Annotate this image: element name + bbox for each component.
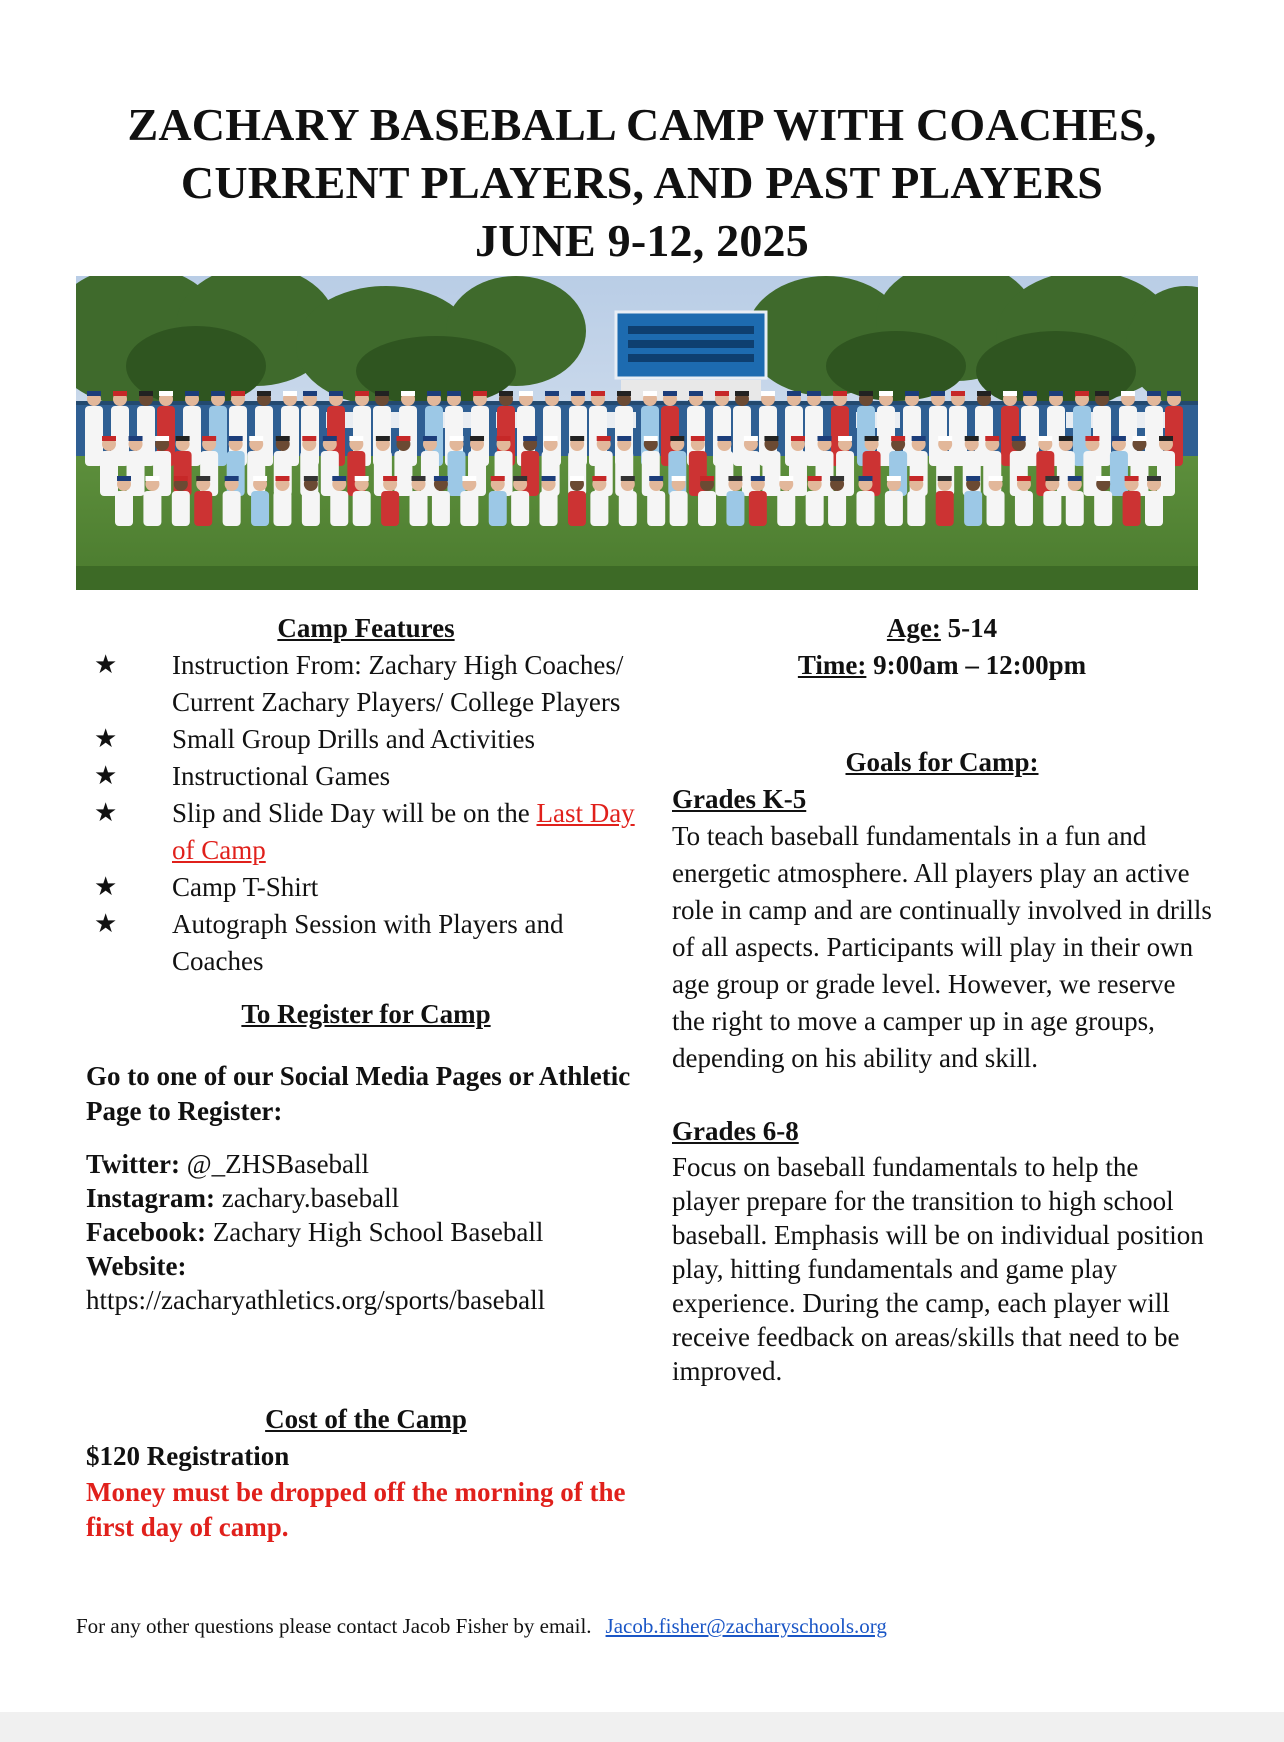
time-value: 9:00am – 12:00pm — [866, 650, 1087, 680]
grades-k5-text: To teach baseball fundamentals in a fun and energetic atmosphere. All players play an active role in camp and are continually involved in drills of all aspects. Participants will play in their own age group or grade level. However, we reserve the right to move a camper up in age groups, depending on his ability and skill. — [672, 821, 1212, 1073]
website-label: Website: — [86, 1251, 187, 1281]
feature-text-main: Slip and Slide Day will be on the — [172, 798, 537, 828]
camper-shirt — [670, 491, 688, 526]
camper-cap — [423, 436, 437, 441]
camper-cap — [649, 476, 663, 481]
camper-cap — [349, 436, 363, 441]
camper-cap — [779, 476, 793, 481]
camper-cap — [302, 436, 316, 441]
camper-shirt — [460, 491, 478, 526]
camper-cap — [621, 476, 635, 481]
instagram-row — [86, 1181, 646, 1215]
camper-shirt — [302, 491, 320, 526]
star-bullet-icon: ★ — [94, 798, 118, 828]
camper-cap — [155, 436, 169, 441]
camp-group-photo — [76, 276, 1198, 590]
contact-email-link[interactable]: Jacob.fisher@zacharyschools.org — [605, 1614, 887, 1638]
camper-cap — [283, 391, 297, 396]
camper-cap — [859, 391, 873, 396]
social-media-list — [86, 1147, 646, 1317]
cost-note: Money must be dropped off the morning of the first day of camp. — [86, 1477, 626, 1542]
camper-shirt — [143, 491, 161, 526]
age-label: Age: — [886, 613, 941, 643]
camper-cap — [663, 391, 677, 396]
camper-shirt — [789, 451, 807, 496]
camper-shirt — [115, 491, 133, 526]
grades-k5-heading: Grades K-5 — [672, 784, 807, 814]
camper-cap — [202, 436, 216, 441]
camper-cap — [196, 476, 210, 481]
feature-text: Small Group Drills and Activities — [172, 724, 535, 754]
camper-cap — [523, 436, 537, 441]
camper-cap — [303, 391, 317, 396]
camper-cap — [1159, 436, 1173, 441]
camper-cap — [985, 436, 999, 441]
footer-text: For any other questions please contact Jacob Fisher by email. — [76, 1614, 592, 1638]
camper-shirt — [749, 491, 767, 526]
camper-cap — [905, 391, 919, 396]
camper-shirt — [511, 491, 529, 526]
star-bullet-icon: ★ — [94, 650, 118, 680]
twitter-handle: @_ZHSBaseball — [179, 1149, 370, 1179]
camper-cap — [1085, 436, 1099, 441]
camper-shirt — [1043, 491, 1061, 526]
camper-shirt — [698, 491, 716, 526]
camper-shirt — [715, 451, 733, 496]
camper-shirt — [1110, 451, 1128, 496]
feature-item — [86, 906, 646, 980]
camper-cap — [87, 391, 101, 396]
camper-cap — [1068, 476, 1082, 481]
camper-cap — [938, 436, 952, 441]
camper-cap — [1147, 391, 1161, 396]
camper-cap — [931, 391, 945, 396]
feature-item — [86, 721, 646, 758]
camper-cap — [787, 391, 801, 396]
camper-shirt — [273, 491, 291, 526]
camper-cap — [253, 476, 267, 481]
camper-cap — [139, 391, 153, 396]
camper-cap — [376, 436, 390, 441]
grades-6-8-text: Focus on baseball fundamentals to help the player prepare for the transition to high school baseball. Emphasis will be on individual position play, hitting fundamentals and game play experience. During the camp, each player will receive feedback on areas/skills that need to be improved. — [672, 1152, 1204, 1386]
footer-contact — [76, 1614, 887, 1639]
instagram-handle: zachary.baseball — [215, 1183, 400, 1213]
left-column — [86, 610, 646, 1545]
camper-shirt — [1145, 491, 1163, 526]
feature-text: Autograph Session with Players and Coaches — [172, 909, 564, 976]
camper-cap — [1038, 436, 1052, 441]
time-label: Time: — [797, 650, 867, 680]
camper-cap — [1167, 391, 1181, 396]
camper-shirt — [1094, 491, 1112, 526]
camper-cap — [1017, 476, 1031, 481]
camper-cap — [427, 391, 441, 396]
twitter-row — [86, 1147, 646, 1181]
camper-cap — [129, 436, 143, 441]
camper-cap — [1125, 476, 1139, 481]
camper-cap — [117, 476, 131, 481]
camper-cap — [966, 476, 980, 481]
camper-cap — [643, 391, 657, 396]
camper-cap — [617, 436, 631, 441]
camper-cap — [176, 436, 190, 441]
age-line — [672, 610, 1212, 647]
camper-cap — [977, 391, 991, 396]
camper-shirt — [353, 491, 371, 526]
camper-cap — [401, 391, 415, 396]
camper-cap — [791, 436, 805, 441]
camper-cap — [1121, 391, 1135, 396]
camper-shirt — [1015, 491, 1033, 526]
feature-item — [86, 758, 646, 795]
camper-cap — [838, 436, 852, 441]
camper-cap — [513, 476, 527, 481]
camper-cap — [1012, 436, 1026, 441]
camper-cap — [1003, 391, 1017, 396]
camper-cap — [275, 476, 289, 481]
camper-cap — [571, 391, 585, 396]
camper-shirt — [540, 491, 558, 526]
camper-cap — [570, 476, 584, 481]
camper-shirt — [568, 491, 586, 526]
camper-shirt — [194, 491, 212, 526]
camper-cap — [1096, 476, 1110, 481]
goals-heading: Goals for Camp: — [845, 747, 1039, 777]
camper-shirt — [828, 491, 846, 526]
camper-cap — [830, 476, 844, 481]
star-bullet-icon: ★ — [94, 761, 118, 791]
camper-cap — [229, 436, 243, 441]
camper-cap — [909, 476, 923, 481]
camper-cap — [912, 436, 926, 441]
camper-cap — [644, 436, 658, 441]
camper-cap — [1075, 391, 1089, 396]
camper-cap — [951, 391, 965, 396]
camper-cap — [447, 391, 461, 396]
instagram-label: Instagram: — [86, 1183, 215, 1213]
website-url: https://zacharyathletics.org/sports/baseball — [86, 1285, 546, 1315]
facebook-label: Facebook: — [86, 1217, 206, 1247]
camper-cap — [833, 391, 847, 396]
right-column — [672, 610, 1212, 1388]
camper-cap — [1132, 436, 1146, 441]
age-value: 5-14 — [940, 613, 998, 643]
camper-shirt — [432, 491, 450, 526]
camper-cap — [185, 391, 199, 396]
camper-cap — [717, 436, 731, 441]
camper-cap — [304, 476, 318, 481]
camper-cap — [1045, 476, 1059, 481]
camper-cap — [211, 391, 225, 396]
camper-cap — [570, 436, 584, 441]
camper-cap — [1049, 391, 1063, 396]
camper-cap — [1059, 436, 1073, 441]
camper-cap — [470, 436, 484, 441]
camper-cap — [174, 476, 188, 481]
camper-shirt — [381, 491, 399, 526]
camper-cap — [1095, 391, 1109, 396]
camper-shirt — [647, 491, 665, 526]
camper-cap — [375, 391, 389, 396]
camper-cap — [1112, 436, 1126, 441]
camper-cap — [544, 436, 558, 441]
camper-cap — [879, 391, 893, 396]
bottom-bar — [0, 1712, 1284, 1742]
camp-photo-illustration — [76, 276, 1198, 590]
camper-shirt — [987, 491, 1005, 526]
camper-cap — [434, 476, 448, 481]
camper-shirt — [856, 491, 874, 526]
twitter-label: Twitter: — [86, 1149, 180, 1179]
camper-cap — [323, 436, 337, 441]
camper-shirt — [421, 451, 439, 496]
camper-cap — [807, 391, 821, 396]
feature-item — [86, 795, 646, 869]
star-bullet-icon: ★ — [94, 872, 118, 902]
camper-cap — [383, 476, 397, 481]
camper-shirt — [127, 451, 145, 496]
camper-cap — [449, 436, 463, 441]
star-bullet-icon: ★ — [94, 909, 118, 939]
camper-cap — [938, 476, 952, 481]
camper-shirt — [489, 491, 507, 526]
last-day-of-camp-link[interactable]: Last Day of Camp — [172, 798, 635, 865]
camper-cap — [276, 436, 290, 441]
camper-cap — [691, 436, 705, 441]
camper-cap — [764, 436, 778, 441]
camper-shirt — [394, 451, 412, 496]
camper-cap — [491, 476, 505, 481]
camper-cap — [592, 476, 606, 481]
facebook-page: Zachary High School Baseball — [205, 1217, 544, 1247]
camper-cap — [891, 436, 905, 441]
camper-shirt — [907, 491, 925, 526]
camper-cap — [700, 476, 714, 481]
feature-text-slip-slide — [124, 795, 646, 869]
camper-shirt — [590, 491, 608, 526]
camper-cap — [102, 436, 116, 441]
camper-cap — [545, 391, 559, 396]
camper-cap — [396, 436, 410, 441]
camper-cap — [412, 476, 426, 481]
camper-cap — [672, 476, 686, 481]
camp-features-heading: Camp Features — [277, 613, 455, 643]
feature-item — [86, 869, 646, 906]
camper-cap — [744, 436, 758, 441]
camper-shirt — [964, 491, 982, 526]
feature-text: Instructional Games — [172, 761, 391, 791]
camper-cap — [689, 391, 703, 396]
camper-cap — [887, 476, 901, 481]
camper-shirt — [1123, 491, 1141, 526]
camper-cap — [1147, 476, 1161, 481]
camper-cap — [355, 391, 369, 396]
camper-cap — [231, 391, 245, 396]
facebook-row — [86, 1215, 646, 1249]
camper-cap — [597, 436, 611, 441]
title-line-3: JUNE 9-12, 2025 — [475, 215, 809, 266]
camper-shirt — [1066, 491, 1084, 526]
camp-features-list — [86, 647, 646, 980]
camper-shirt — [806, 491, 824, 526]
camper-cap — [728, 476, 742, 481]
camper-cap — [159, 391, 173, 396]
camper-cap — [497, 436, 511, 441]
time-line — [672, 647, 1212, 684]
camper-cap — [989, 476, 1003, 481]
camper-cap — [145, 476, 159, 481]
camper-cap — [808, 476, 822, 481]
camper-cap — [499, 391, 513, 396]
camper-cap — [865, 436, 879, 441]
camper-cap — [519, 391, 533, 396]
camper-shirt — [172, 491, 190, 526]
camper-cap — [735, 391, 749, 396]
camper-cap — [113, 391, 127, 396]
register-lead-text: Go to one of our Social Media Pages or Athletic Page to Register: — [86, 1061, 631, 1126]
camper-cap — [591, 391, 605, 396]
camper-cap — [332, 476, 346, 481]
camper-shirt — [410, 491, 428, 526]
camper-cap — [858, 476, 872, 481]
camper-shirt — [777, 491, 795, 526]
camper-cap — [1023, 391, 1037, 396]
camper-cap — [761, 391, 775, 396]
camper-cap — [462, 476, 476, 481]
camper-cap — [965, 436, 979, 441]
camper-cap — [617, 391, 631, 396]
camper-shirt — [251, 491, 269, 526]
register-heading: To Register for Camp — [241, 999, 491, 1029]
camper-cap — [473, 391, 487, 396]
camper-shirt — [1157, 451, 1175, 496]
camper-cap — [542, 476, 556, 481]
feature-text: Camp T-Shirt — [172, 872, 319, 902]
camper-shirt — [936, 491, 954, 526]
camper-cap — [670, 436, 684, 441]
feature-item — [86, 647, 646, 721]
camper-shirt — [223, 491, 241, 526]
camper-cap — [257, 391, 271, 396]
cost-price: $120 Registration — [86, 1441, 290, 1471]
camper-shirt — [762, 451, 780, 496]
camper-cap — [225, 476, 239, 481]
camper-cap — [715, 391, 729, 396]
camper-shirt — [330, 491, 348, 526]
camper-shirt — [885, 491, 903, 526]
cost-heading: Cost of the Camp — [265, 1404, 467, 1434]
grades-6-8-heading: Grades 6-8 — [672, 1116, 799, 1146]
star-bullet-icon: ★ — [94, 724, 118, 754]
title-line-2: CURRENT PLAYERS, AND PAST PLAYERS — [180, 157, 1104, 208]
document-title — [0, 96, 1284, 270]
camper-cap — [818, 436, 832, 441]
camper-cap — [751, 476, 765, 481]
camper-cap — [355, 476, 369, 481]
camper-shirt — [726, 491, 744, 526]
camper-shirt — [100, 451, 118, 496]
feature-text: Instruction From: Zachary High Coaches/ Current Zachary Players/ College Players — [172, 650, 624, 717]
camper-shirt — [447, 451, 465, 496]
camper-shirt — [619, 491, 637, 526]
camper-cap — [249, 436, 263, 441]
title-line-1: ZACHARY BASEBALL CAMP WITH COACHES, — [127, 99, 1157, 150]
camper-cap — [329, 391, 343, 396]
